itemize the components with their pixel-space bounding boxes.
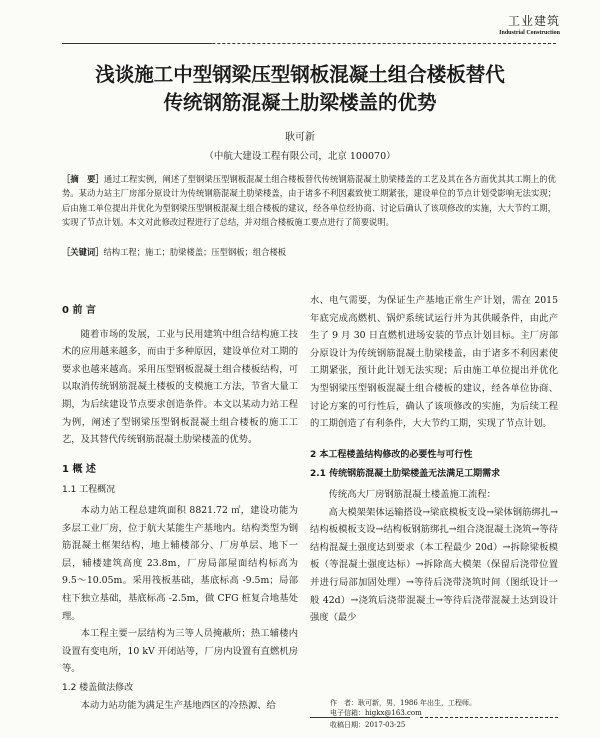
keywords <box>62 245 556 259</box>
footnote-email: 电子信箱：higkx@163.com <box>330 709 422 717</box>
keywords-label: ［关键词］ <box>62 247 104 257</box>
section-0-paragraph: 随着市场的发展，工业与民用建筑中组合结构施工技术的应用越来越多，而由于多种原因，建设单位对工期的要求也越来越高。采用压型钢板混凝土组合楼板结构，可以取消传统钢筋混凝土楼板的支模施工方法，节省大量工期，为后续建设节点要求创造条件。本文以某动力站工程为例，阐述了型钢梁压型钢板混凝土组合楼板的施工工艺，及其替代传统钢筋混凝土肋梁楼盖的优势。 <box>62 328 298 446</box>
footnote-rule-dashed <box>420 717 558 718</box>
abstract-label: ［摘 要］ <box>62 174 104 184</box>
section-0-heading: 0 前 言 <box>62 305 96 316</box>
abstract <box>62 172 556 230</box>
header-rule-solid <box>62 43 212 44</box>
section-2-1-paragraph-2: 高大模架架体运输搭设→梁底模板支设→梁体钢筋绑扎→结构板模板支设→结构板钢筋绑扎→组合浇混凝土浇筑→等待结构混凝土强度达到要求（本工程最少 20d）→拆除梁板模板（等混凝土强度达标）→拆除高大模架（保留后浇带位置并进行局部加固处理）→等待后浇带浇筑时间（图纸设计一般 42d）→浇筑后浇带混凝土→等待后浇带混凝土达到设计强度（最少 <box>310 506 558 624</box>
right-paragraph-1: 水、电气需要，为保证生产基地正常生产计划，需在 2015 年底完成高燃机、锅炉系统试运行并为其供暖条件，由此产生了 9 月 30 日直燃机进场安装的节点计划目标。主厂房部分原设计为传统钢筋混凝土肋梁楼盖，由于诸多不利因素使工期紧张，预计此计划无法实现；后由施工单位提出并优化为型钢梁压型钢板混凝土组合楼板的建议，经各单位协商、讨论方案的可行性后，确认了该项修改的实施，为后续工程的工期创造了有利条件，大大节约工期，实现了节点计划。 <box>310 295 558 430</box>
section-1-2-heading: 1.2 楼盖做法修改 <box>62 682 134 693</box>
journal-name-en: Industrial Construction <box>499 30 560 36</box>
title-line1: 浅谈施工中型钢梁压型钢板混凝土组合楼板替代 <box>95 63 505 86</box>
section-1-1-paragraph-2: 本工程主要一层结构为三等人员掩蔽所；热工辅楼内设置有变电所，10 kV 开闭站等，厂房内设置有直燃机房等。 <box>62 628 298 675</box>
section-1-1-paragraph-1: 本动力站工程总建筑面积 8821.72 ㎡，建设功能为多层工业厂房，位于航大某能生产基地内。结构类型为钢筋混凝土框架结构，地上辅楼部分、厂房单层、地下一层，辅楼建筑高度 23.8m，厂房局部屋面结构标高为 9.5～10.05m。采用筏板基础，基底标高 -9.5m；局部柱下独立基础，基底标高 -2.5m，做 CFG 桩复合地基处理。 <box>62 504 298 622</box>
footnote-received: 收稿日期：2017-03-25 <box>330 721 406 729</box>
section-2-1-paragraph-1: 传统高大厂房钢筋混凝土楼盖施工流程： <box>328 488 496 500</box>
right-column <box>310 292 558 627</box>
section-1-heading: 1 概 述 <box>62 463 96 475</box>
author: 耿可新 <box>285 132 315 143</box>
section-2-1-heading: 2.1 传统钢筋混凝土肋梁楼盖无法满足工期需求 <box>310 469 501 480</box>
affiliation: （中航大建设工程有限公司，北京 100070） <box>204 151 396 162</box>
keywords-text: 结构工程；施工；肋梁楼盖；压型钢板；组合楼板 <box>103 247 287 257</box>
abstract-text: 通过工程实例，阐述了型钢梁压型钢板混凝土组合楼板替代传统钢筋混凝土肋梁楼盖的工艺及其在各方面优其其工期上的优势。某动力站主厂房部分原设计为传统钢筋混凝土肋梁楼盖，由于诸多不利因素致使工期紧张，建设单位的节点计划受影响无法实现；后由施工单位提出并优化为型钢梁压型钢板混凝土组合楼板的建议，经各单位经协商、讨论后确认了该项修改的实施，大大节约工期，实现了节点计划。本文对此修改过程进行了总结，并对组合楼板施工要点进行了简要说明。 <box>62 174 556 228</box>
left-column <box>62 302 298 715</box>
footnote-author: 作 者：耿可新，男，1986 年出生，工程师。 <box>330 699 477 707</box>
section-1-1-heading: 1.1 工程概况 <box>62 485 116 496</box>
title-line2: 传统钢筋混凝土肋梁楼盖的优势 <box>163 91 437 114</box>
section-2-heading: 2 本工程楼盖结构修改的必要性与可行性 <box>310 449 473 460</box>
section-1-2-paragraph: 本动力站功能为满足生产基地西区的冷热源、给 <box>80 700 276 712</box>
journal-name: 工业建筑 <box>507 14 560 28</box>
